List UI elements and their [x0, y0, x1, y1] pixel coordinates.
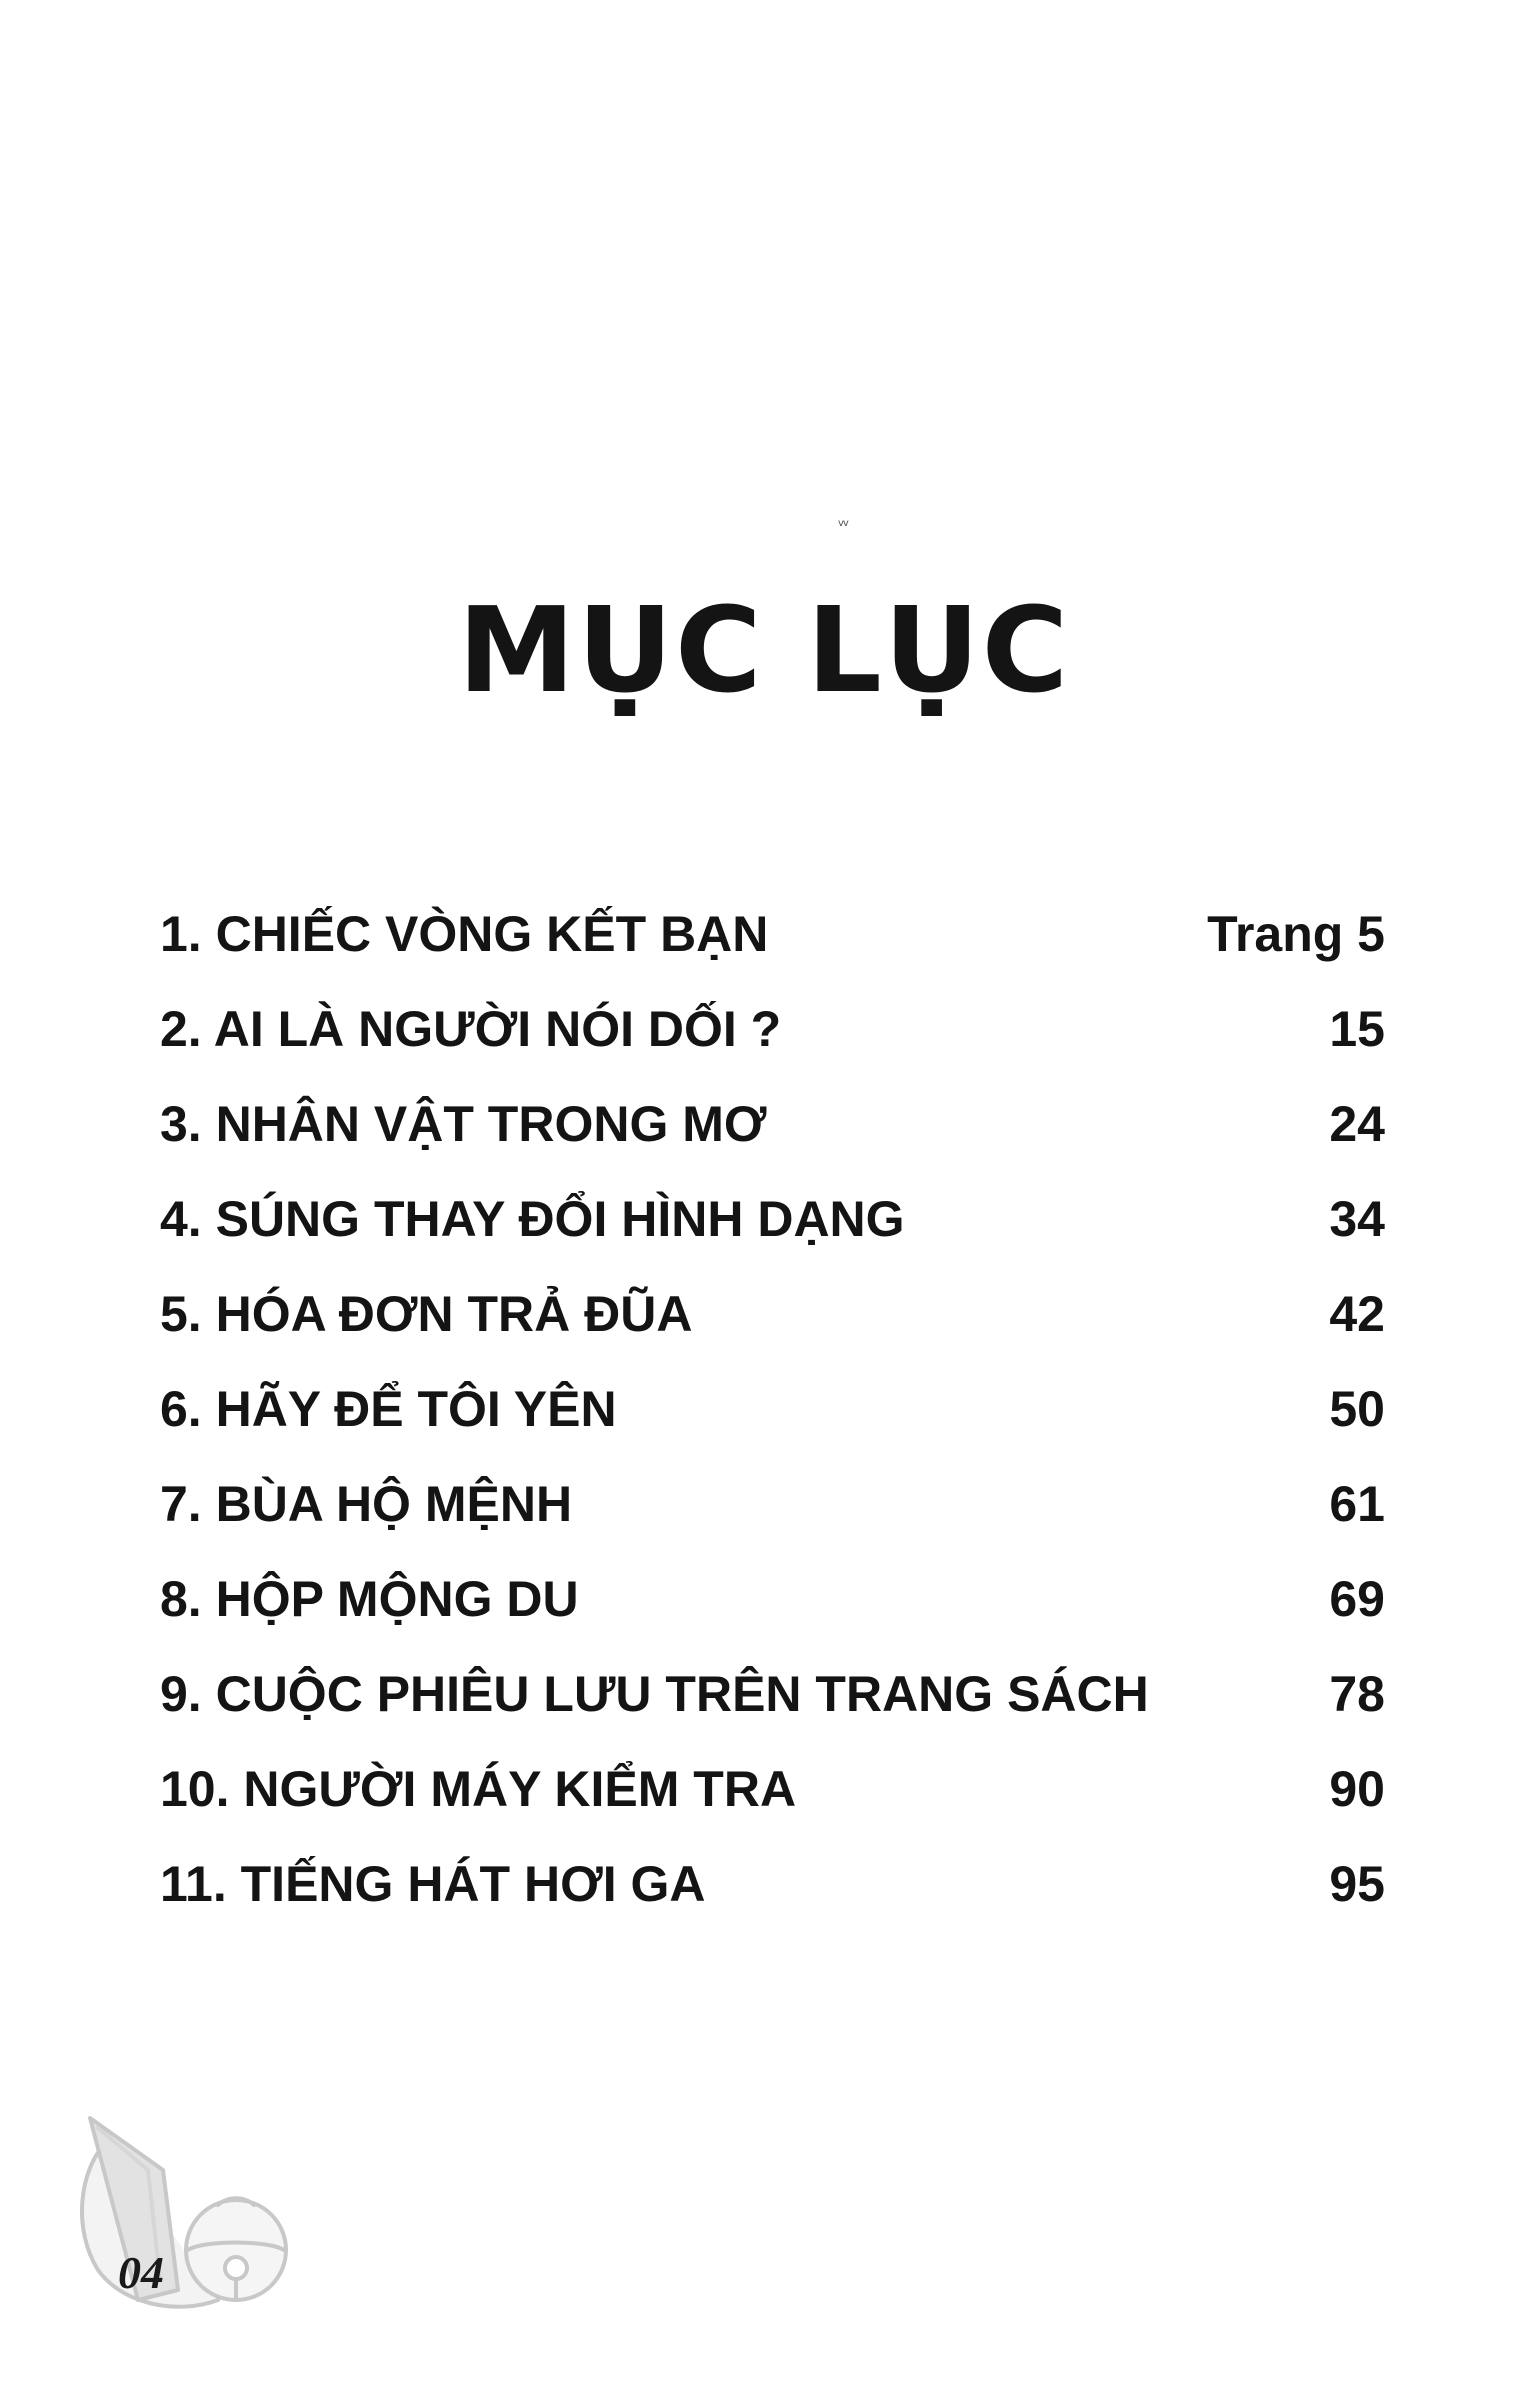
- toc-entry: [160, 1373, 1385, 1468]
- toc-entry-page: 15: [1329, 1001, 1385, 1057]
- toc-entry-title: 3. NHÂN VẬT TRONG MƠ: [160, 1096, 767, 1152]
- toc-entry-title: 9. CUỘC PHIÊU LƯU TRÊN TRANG SÁCH: [160, 1666, 1149, 1722]
- toc-entry-page: 69: [1329, 1571, 1385, 1627]
- toc-entry: [160, 1848, 1385, 1943]
- toc-entry-title: 10. NGƯỜI MÁY KIỂM TRA: [160, 1761, 797, 1817]
- toc-entry-page: Trang 5: [1207, 906, 1385, 962]
- table-of-contents: [160, 898, 1385, 1943]
- toc-entry-page: 42: [1329, 1286, 1385, 1342]
- toc-entry: [160, 1088, 1385, 1183]
- toc-entry-page: 24: [1329, 1096, 1385, 1152]
- toc-entry-page: 61: [1329, 1476, 1385, 1532]
- toc-entry-title: 4. SÚNG THAY ĐỔI HÌNH DẠNG: [160, 1191, 905, 1247]
- small-mark: vv: [838, 518, 848, 529]
- toc-entry-page: 50: [1329, 1381, 1385, 1437]
- toc-entry-title: 2. AI LÀ NGƯỜI NÓI DỐI ?: [160, 1001, 782, 1057]
- toc-entry: [160, 1753, 1385, 1848]
- toc-entry-title: 7. BÙA HỘ MỆNH: [160, 1476, 573, 1532]
- toc-entry: [160, 1658, 1385, 1753]
- toc-entry: [160, 993, 1385, 1088]
- toc-entry-page: 78: [1329, 1666, 1385, 1722]
- bell-logo-icon: [68, 2100, 298, 2320]
- page-number: 04: [118, 2247, 164, 2298]
- page-title: MỤC LỤC: [457, 581, 1071, 719]
- toc-entry-title: 1. CHIẾC VÒNG KẾT BẠN: [160, 906, 769, 962]
- toc-entry: [160, 1563, 1385, 1658]
- toc-entry-title: 6. HÃY ĐỂ TÔI YÊN: [160, 1381, 617, 1437]
- toc-entry: [160, 1468, 1385, 1563]
- toc-entry-page: 34: [1329, 1191, 1385, 1247]
- toc-entry: [160, 1278, 1385, 1373]
- toc-entry-page: 95: [1329, 1856, 1385, 1912]
- toc-entry: [160, 898, 1385, 993]
- toc-entry-page: 90: [1329, 1761, 1385, 1817]
- toc-entry-title: 8. HỘP MỘNG DU: [160, 1571, 579, 1627]
- toc-entry: [160, 1183, 1385, 1278]
- toc-entry-title: 5. HÓA ĐƠN TRẢ ĐŨA: [160, 1286, 693, 1342]
- toc-entry-title: 11. TIẾNG HÁT HƠI GA: [160, 1856, 706, 1912]
